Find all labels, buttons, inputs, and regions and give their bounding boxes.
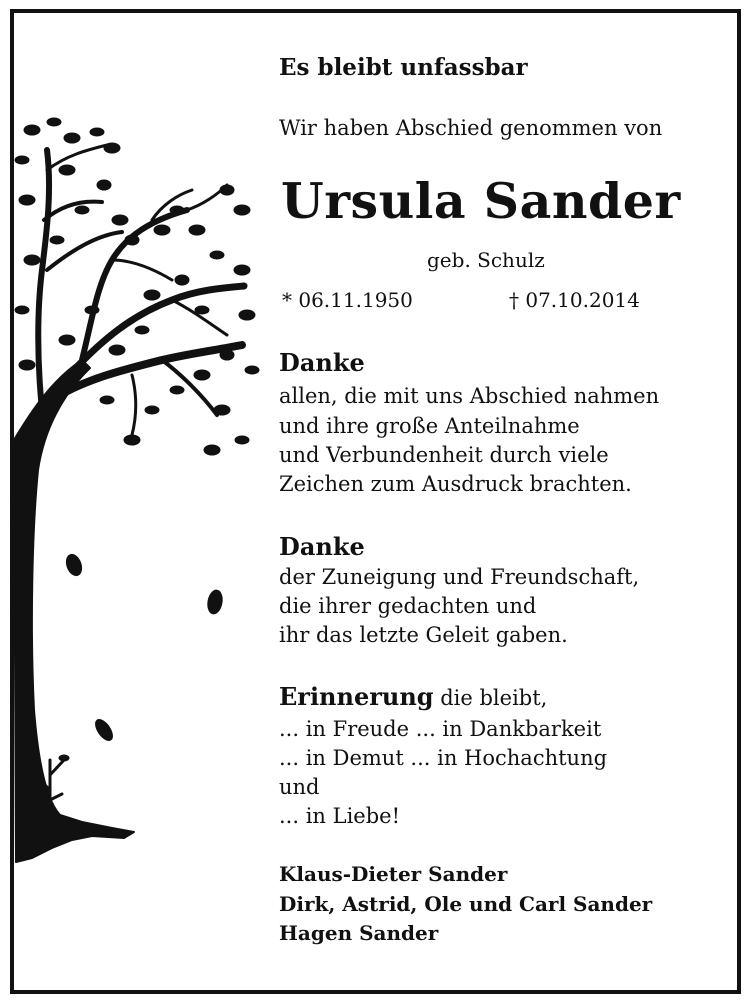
- section-line: der Zuneigung und Freundschaft,: [279, 565, 640, 589]
- signature-line: Dirk, Astrid, Ole und Carl Sander: [279, 892, 653, 916]
- section-line: ... in Liebe!: [279, 804, 401, 828]
- section-line: ... in Demut ... in Hochachtung: [279, 746, 608, 770]
- section-line: Zeichen zum Ausdruck brachten.: [279, 472, 632, 496]
- section-title-danke-1: Danke: [279, 348, 365, 377]
- maiden-name: geb. Schulz: [427, 248, 545, 272]
- section-line: ihr das letzte Geleit gaben.: [279, 623, 568, 647]
- intro-line: Wir haben Abschied genommen von: [279, 116, 663, 140]
- section-line: ... in Freude ... in Dankbarkeit: [279, 717, 602, 741]
- signature-line: Klaus-Dieter Sander: [279, 862, 508, 886]
- section-line: und Verbundenheit durch viele: [279, 443, 609, 467]
- section-line: und ihre große Anteilnahme: [279, 414, 580, 438]
- section-line: und: [279, 775, 320, 799]
- birth-date: * 06.11.1950: [282, 288, 413, 312]
- signature-line: Hagen Sander: [279, 921, 439, 945]
- headline: Es bleibt unfassbar: [279, 54, 528, 81]
- deceased-name: Ursula Sander: [281, 172, 681, 230]
- section-line: allen, die mit uns Abschied nahmen: [279, 384, 660, 408]
- section-line: die ihrer gedachten und: [279, 594, 537, 618]
- tree-silhouette-icon: [12, 110, 262, 890]
- section-title-danke-2: Danke: [279, 532, 365, 561]
- section-title-erinnerung-word: Erinnerung: [279, 682, 434, 711]
- death-date: † 07.10.2014: [509, 288, 640, 312]
- section-title-erinnerung: [279, 682, 547, 711]
- section-title-erinnerung-tail: die bleibt,: [433, 686, 548, 710]
